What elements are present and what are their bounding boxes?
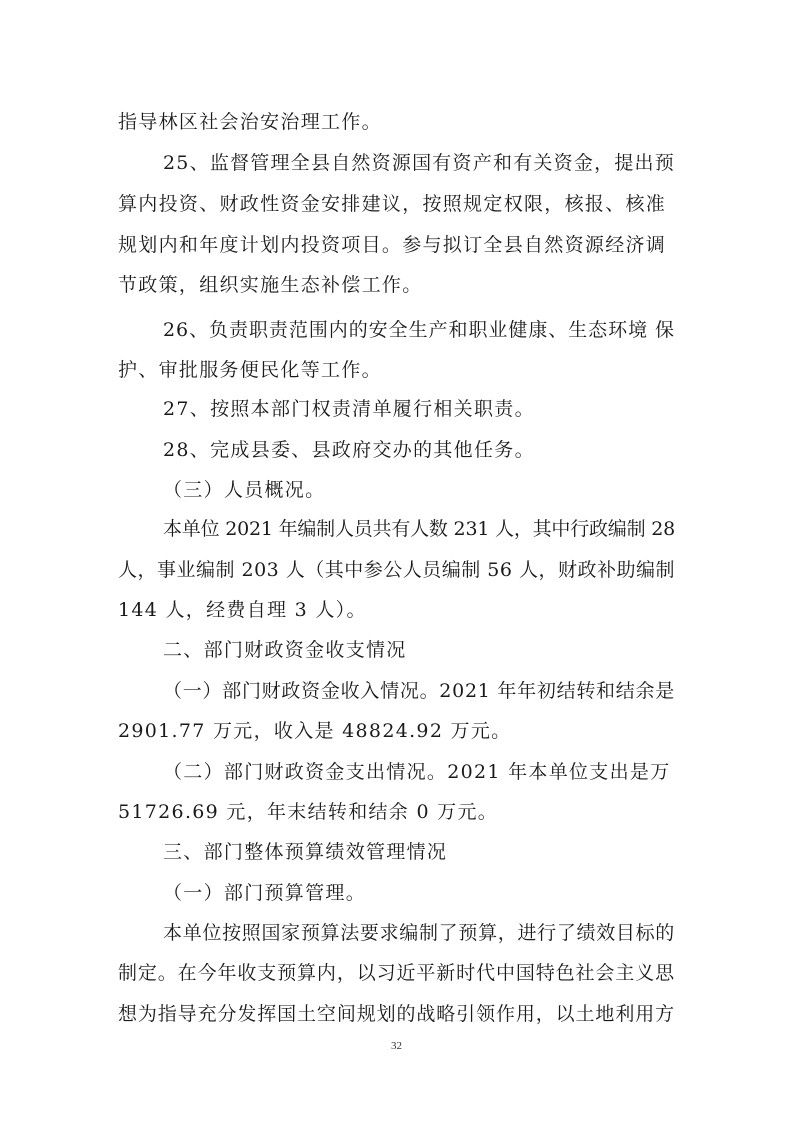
text-line: 28、完成县委、县政府交办的其他任务。 — [163, 439, 535, 461]
text-line: 指导林区社会治安治理工作。 — [118, 111, 382, 133]
text-line: 节政策，组织实施生态补偿工作。 — [118, 274, 423, 296]
text-line: 规划内和年度计划内投资项目。参与拟订全县自然资源经济调 — [118, 234, 667, 256]
section-heading: （一）部门预算管理。 — [163, 882, 367, 904]
text-line: 想为指导充分发挥国土空间规划的战略引领作用，以土地利用方 — [118, 1003, 675, 1025]
text-line: 人，事业编制 203 人（其中参公人员编制 56 人，财政补助编制 — [118, 559, 675, 581]
text-line: 26、负责职责范围内的安全生产和职业健康、生态环境 保 — [163, 319, 675, 341]
text-line: （一）部门财政资金收入情况。2021 年年初结转和结余是 — [163, 680, 675, 702]
text-line: 144 人，经费自理 3 人）。 — [118, 599, 367, 621]
section-heading: （三）人员概况。 — [163, 479, 326, 501]
text-line: 制定。在今年收支预算内，以习近平新时代中国特色社会主义思 — [118, 962, 675, 984]
text-line: 算内投资、财政性资金安排建议，按照规定权限，核报、核准 — [118, 193, 667, 215]
text-line: 本单位 2021 年编制人员共有人数 231 人，其中行政编制 28 — [163, 518, 675, 540]
text-line: 51726.69 元，年末结转和结余 0 万元。 — [118, 801, 499, 823]
text-line: 25、监督管理全县自然资源国有资产和有关资金，提出预 — [163, 152, 675, 174]
section-heading: 三、部门整体预算绩效管理情况 — [163, 841, 448, 863]
text-line: 本单位按照国家预算法要求编制了预算，进行了绩效目标的 — [163, 922, 675, 944]
page-number: 32 — [391, 1040, 402, 1052]
text-line: 2901.77 万元，收入是 48824.92 万元。 — [118, 720, 512, 742]
text-line: （二）部门财政资金支出情况。2021 年本单位支出是万 — [163, 761, 671, 783]
section-heading: 二、部门财政资金收支情况 — [163, 639, 407, 661]
text-line: 27、按照本部门权责清单履行相关职责。 — [163, 398, 535, 420]
text-line: 护、审批服务便民化等工作。 — [118, 359, 382, 381]
